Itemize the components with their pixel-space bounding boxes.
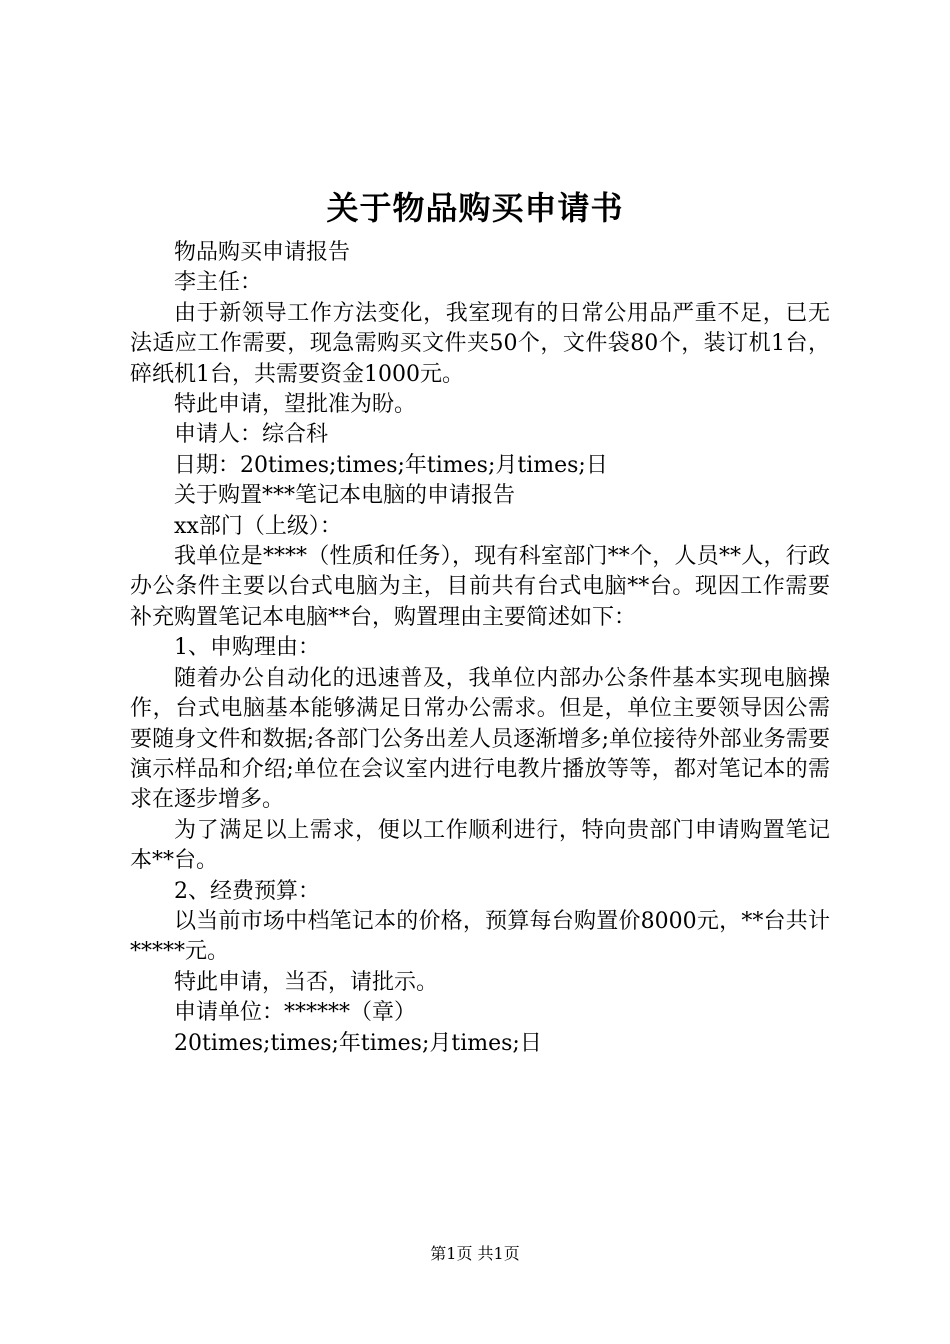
document-body [130, 238, 830, 1059]
paragraph: 随着办公自动化的迅速普及，我单位内部办公条件基本实现电脑操作，台式电脑基本能够满足日常办公需求。但是，单位主要领导因公需要随身文件和数据;各部门公务出差人员逐渐增多;单位接待外部业务需要演示样品和介绍;单位在会议室内进行电教片播放等等，都对笔记本的需求在逐步增多。 [130, 665, 830, 813]
paragraph: 20times;times;年times;月times;日 [174, 1030, 542, 1056]
paragraph: 关于购置***笔记本电脑的申请报告 [174, 483, 516, 509]
paragraph: 申请人：综合科 [174, 422, 329, 448]
paragraph: 物品购买申请报告 [174, 240, 351, 265]
paragraph: 2、经费预算： [174, 878, 320, 904]
document-title: 关于物品购买申请书 [326, 189, 624, 227]
page-footer: 第1页 共1页 [430, 1244, 520, 1263]
paragraph: 为了满足以上需求，便以工作顺利进行，特向贵部门申请购置笔记本**台。 [130, 817, 830, 874]
paragraph: 我单位是****（性质和任务），现有科室部门**个，人员**人，行政办公条件主要以台式电脑为主，目前共有台式电脑**台。现因工作需要补充购置笔记本电脑**台，购置理由主要简述如下： [130, 544, 830, 630]
paragraph: 李主任： [174, 270, 263, 296]
paragraph: 以当前市场中档笔记本的价格，预算每台购置价8000元，**台共计*****元。 [130, 908, 830, 965]
paragraph: 特此申请，当否，请批示。 [174, 969, 439, 995]
paragraph: 日期：20times;times;年times;月times;日 [174, 452, 608, 478]
paragraph: 特此申请，望批准为盼。 [174, 392, 417, 418]
paragraph: xx部门（上级）： [174, 513, 342, 539]
paragraph: 申请单位：******（章） [174, 1000, 417, 1026]
paragraph: 由于新领导工作方法变化，我室现有的日常公用品严重不足，已无法适应工作需要，现急需购买文件夹50个，文件袋80个，装订机1台，碎纸机1台，共需要资金1000元。 [130, 300, 830, 387]
paragraph: 1、申购理由： [174, 635, 320, 661]
